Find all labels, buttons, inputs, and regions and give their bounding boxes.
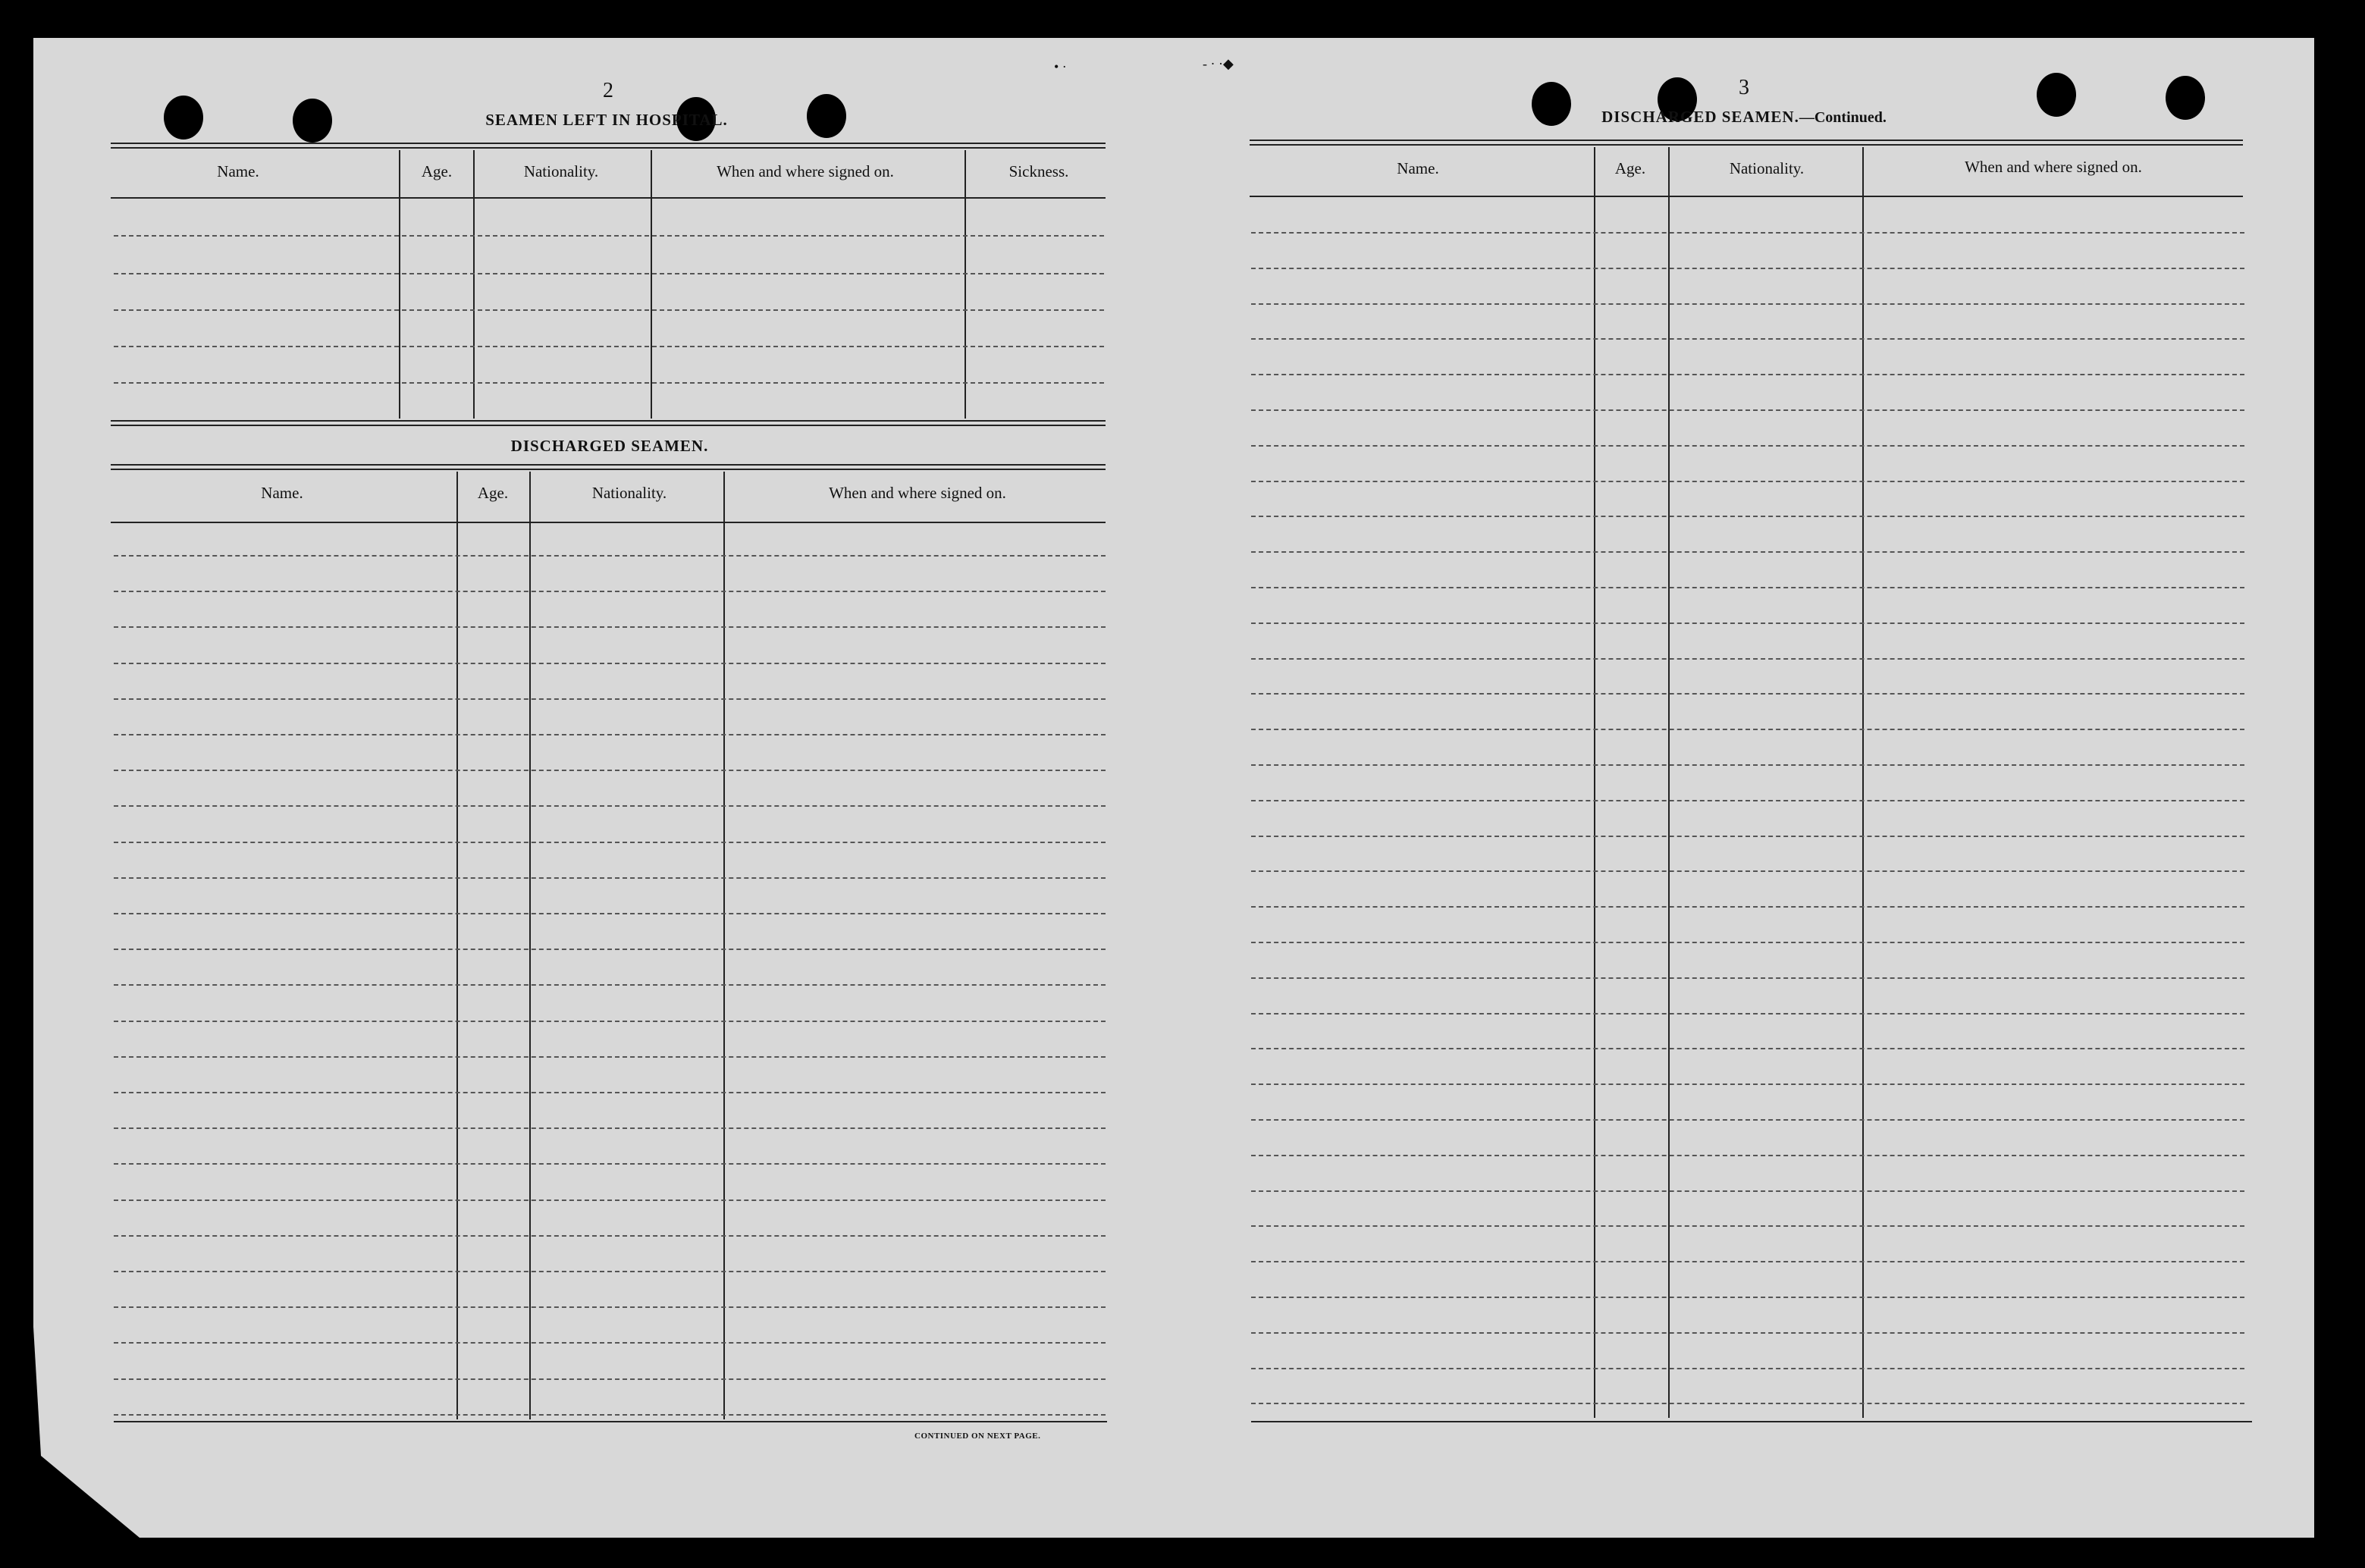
continued-note: CONTINUED ON NEXT PAGE. [914,1432,1041,1441]
hospital-col-name: Name. [217,162,259,180]
ruled-row-line [1251,268,2244,269]
page-number-left: 2 [603,79,613,102]
ruled-row-line [114,770,1106,771]
hospital-col-signed-on: When and where signed on. [717,162,894,180]
ruled-row-line [1251,764,2244,766]
ruled-row-line [114,698,1106,700]
hospital-col-age: Age. [421,162,453,180]
ruled-row-line [1251,870,2244,872]
hospital-header-rule [111,197,1106,199]
ruled-row-line [1251,800,2244,801]
ruled-row-line [1251,1332,2244,1334]
ruled-row-line [1251,1403,2244,1404]
hospital-col-divider [965,150,966,419]
punch-hole [164,96,203,140]
discharged-col-divider [529,472,531,1419]
discharged-header-rule [111,522,1106,523]
discharged-col-age: Age. [477,484,509,502]
hospital-col-nationality: Nationality. [523,162,599,180]
discharged-top-rule [111,464,1106,470]
discharged-col-divider [456,472,458,1419]
punch-hole [2166,76,2205,120]
hospital-bottom-rule [111,420,1106,426]
ruled-row-line [114,1056,1106,1058]
ruled-row-line [114,1342,1106,1344]
ruled-row-line [114,1235,1106,1237]
ruled-row-line [114,877,1106,879]
scan-speck: • · [1054,59,1067,74]
hospital-row-line [114,235,1104,237]
right-col-age: Age. [1614,159,1646,177]
hospital-col-divider [473,150,475,419]
ruled-row-line [1251,1368,2244,1369]
punch-hole [2037,73,2076,117]
ruled-row-line [1251,622,2244,624]
ruled-row-line [1251,516,2244,517]
scan-speck: - · ·◆ [1203,56,1234,71]
ruled-row-line [1251,551,2244,553]
ruled-row-line [1251,374,2244,375]
hospital-row-line [114,382,1104,384]
ruled-row-line [114,1306,1106,1308]
discharged-col-divider [723,472,725,1419]
hospital-section-title: SEAMEN LEFT IN HOSPITAL. [485,111,728,129]
ruled-row-line [1251,693,2244,695]
hospital-row-line [114,346,1104,347]
ruled-row-line [1251,232,2244,234]
right-col-signed-on: When and where signed on. [1965,158,2142,176]
ruled-row-line [1251,658,2244,660]
hospital-col-sickness: Sickness. [1008,162,1069,180]
discharged-col-signed-on: When and where signed on. [829,484,1006,502]
hospital-col-divider [651,150,652,419]
ruled-row-line [1251,303,2244,305]
ruled-row-line [114,1378,1106,1380]
discharged-col-name: Name. [261,484,303,502]
ruled-row-line [1251,942,2244,943]
right-bottom-rule [1251,1421,2252,1422]
right-top-rule [1250,140,2243,146]
right-col-nationality: Nationality. [1729,159,1805,177]
ruled-row-line [1251,1119,2244,1121]
discharged-section-title: DISCHARGED SEAMEN. [510,437,709,455]
discharged-bottom-rule [114,1421,1107,1422]
ruled-row-line [1251,836,2244,837]
ruled-row-line [114,842,1106,843]
ruled-row-line [1251,338,2244,340]
hospital-row-line [114,273,1104,274]
right-header-rule [1250,196,2243,197]
ruled-row-line [114,805,1106,807]
ruled-row-line [114,1127,1106,1129]
ruled-row-line [1251,1048,2244,1049]
ruled-row-line [114,949,1106,950]
ruled-row-line [1251,587,2244,588]
ruled-row-line [114,626,1106,628]
ruled-row-line [114,913,1106,914]
discharged-col-nationality: Nationality. [591,484,667,502]
ruled-row-line [1251,1155,2244,1156]
ruled-row-line [114,734,1106,735]
right-col-name: Name. [1397,159,1439,177]
page-number-right: 3 [1739,76,1749,99]
ruled-row-line [114,1414,1106,1416]
ruled-row-line [114,591,1106,592]
ruled-row-line [1251,1261,2244,1262]
ruled-row-line [1251,409,2244,411]
ruled-row-line [114,1092,1106,1093]
hospital-col-divider [399,150,400,419]
ruled-row-line [1251,481,2244,482]
ruled-row-line [1251,1013,2244,1014]
ruled-row-line [1251,729,2244,730]
ruled-row-line [114,1200,1106,1201]
ruled-row-line [114,984,1106,986]
hospital-row-line [114,309,1104,311]
continued-suffix: —Continued. [1799,109,1887,126]
ruled-row-line [1251,1083,2244,1085]
ruled-row-line [114,1271,1106,1272]
discharged-continued-title [1601,108,1887,127]
ruled-row-line [1251,1225,2244,1227]
ruled-row-line [114,555,1106,557]
ruled-row-line [1251,1297,2244,1298]
ruled-row-line [1251,977,2244,979]
ruled-row-line [1251,906,2244,908]
ruled-row-line [114,663,1106,664]
punch-hole [807,94,846,138]
punch-hole [293,99,332,143]
ruled-row-line [114,1163,1106,1165]
hospital-top-rule [111,143,1106,149]
punch-hole [1532,82,1571,126]
ruled-row-line [1251,1190,2244,1192]
document-sheet [33,38,2314,1538]
ruled-row-line [1251,445,2244,447]
ruled-row-line [114,1021,1106,1022]
discharged-continued-main: DISCHARGED SEAMEN. [1601,108,1799,126]
